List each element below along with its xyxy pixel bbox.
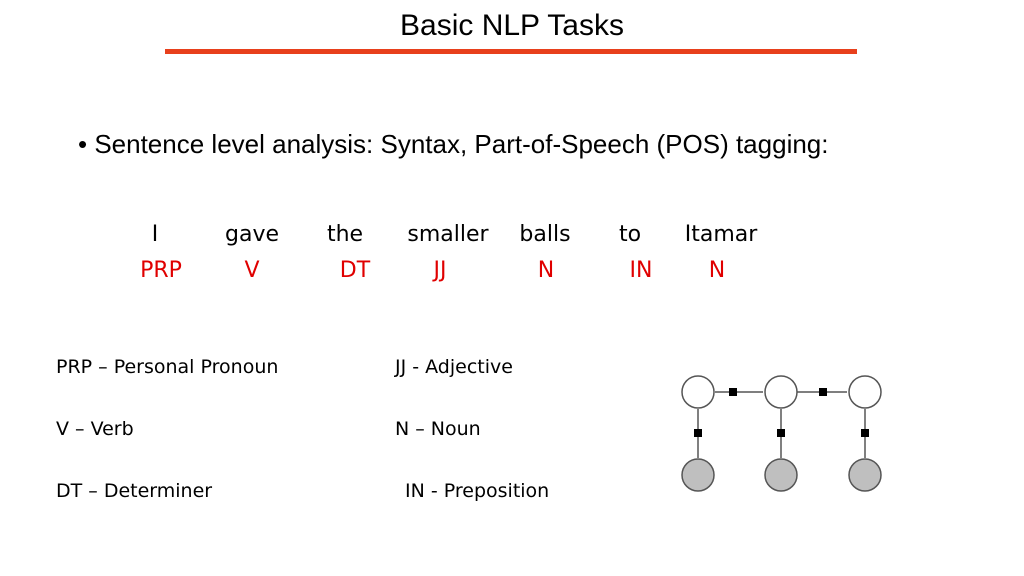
observed-node	[682, 459, 714, 491]
token-tag-3: DT	[339, 258, 371, 283]
token-tag-2: V	[244, 258, 260, 283]
hidden-nodes	[682, 376, 881, 408]
token-word-3: the	[326, 222, 364, 247]
factor-square	[861, 429, 869, 437]
token-word-2: gave	[224, 222, 280, 247]
token-word-6: to	[618, 222, 642, 247]
legend-in: IN - Preposition	[405, 480, 550, 502]
token-tag-4: JJ	[433, 258, 447, 283]
token-tag-6: IN	[629, 258, 653, 283]
token-word-4: smaller	[407, 222, 489, 247]
bullet-point: • Sentence level analysis: Syntax, Part-of-Speech (POS) tagging:	[78, 129, 829, 159]
factor-square	[729, 388, 737, 396]
token-tag-5: N	[537, 258, 555, 283]
token-word-7: Itamar	[684, 222, 758, 247]
hidden-node	[849, 376, 881, 408]
legend-jj: JJ - Adjective	[395, 356, 513, 378]
slide-title: Basic NLP Tasks	[400, 9, 624, 42]
factor-square	[694, 429, 702, 437]
hidden-node	[765, 376, 797, 408]
token-word-5: balls	[519, 222, 571, 247]
legend-prp: PRP – Personal Pronoun	[56, 356, 279, 378]
hidden-node	[682, 376, 714, 408]
legend-dt: DT – Determiner	[56, 480, 213, 502]
factor-graph-diagram	[675, 368, 890, 500]
factor-square	[777, 429, 785, 437]
legend-n: N – Noun	[395, 418, 481, 440]
token-word-1: I	[151, 222, 159, 247]
title-underline	[165, 49, 857, 54]
token-tag-1: PRP	[140, 258, 182, 283]
token-tag-7: N	[708, 258, 726, 283]
observed-nodes	[682, 459, 881, 491]
legend-v: V – Verb	[56, 418, 134, 440]
observed-node	[765, 459, 797, 491]
factor-square	[819, 388, 827, 396]
observed-node	[849, 459, 881, 491]
